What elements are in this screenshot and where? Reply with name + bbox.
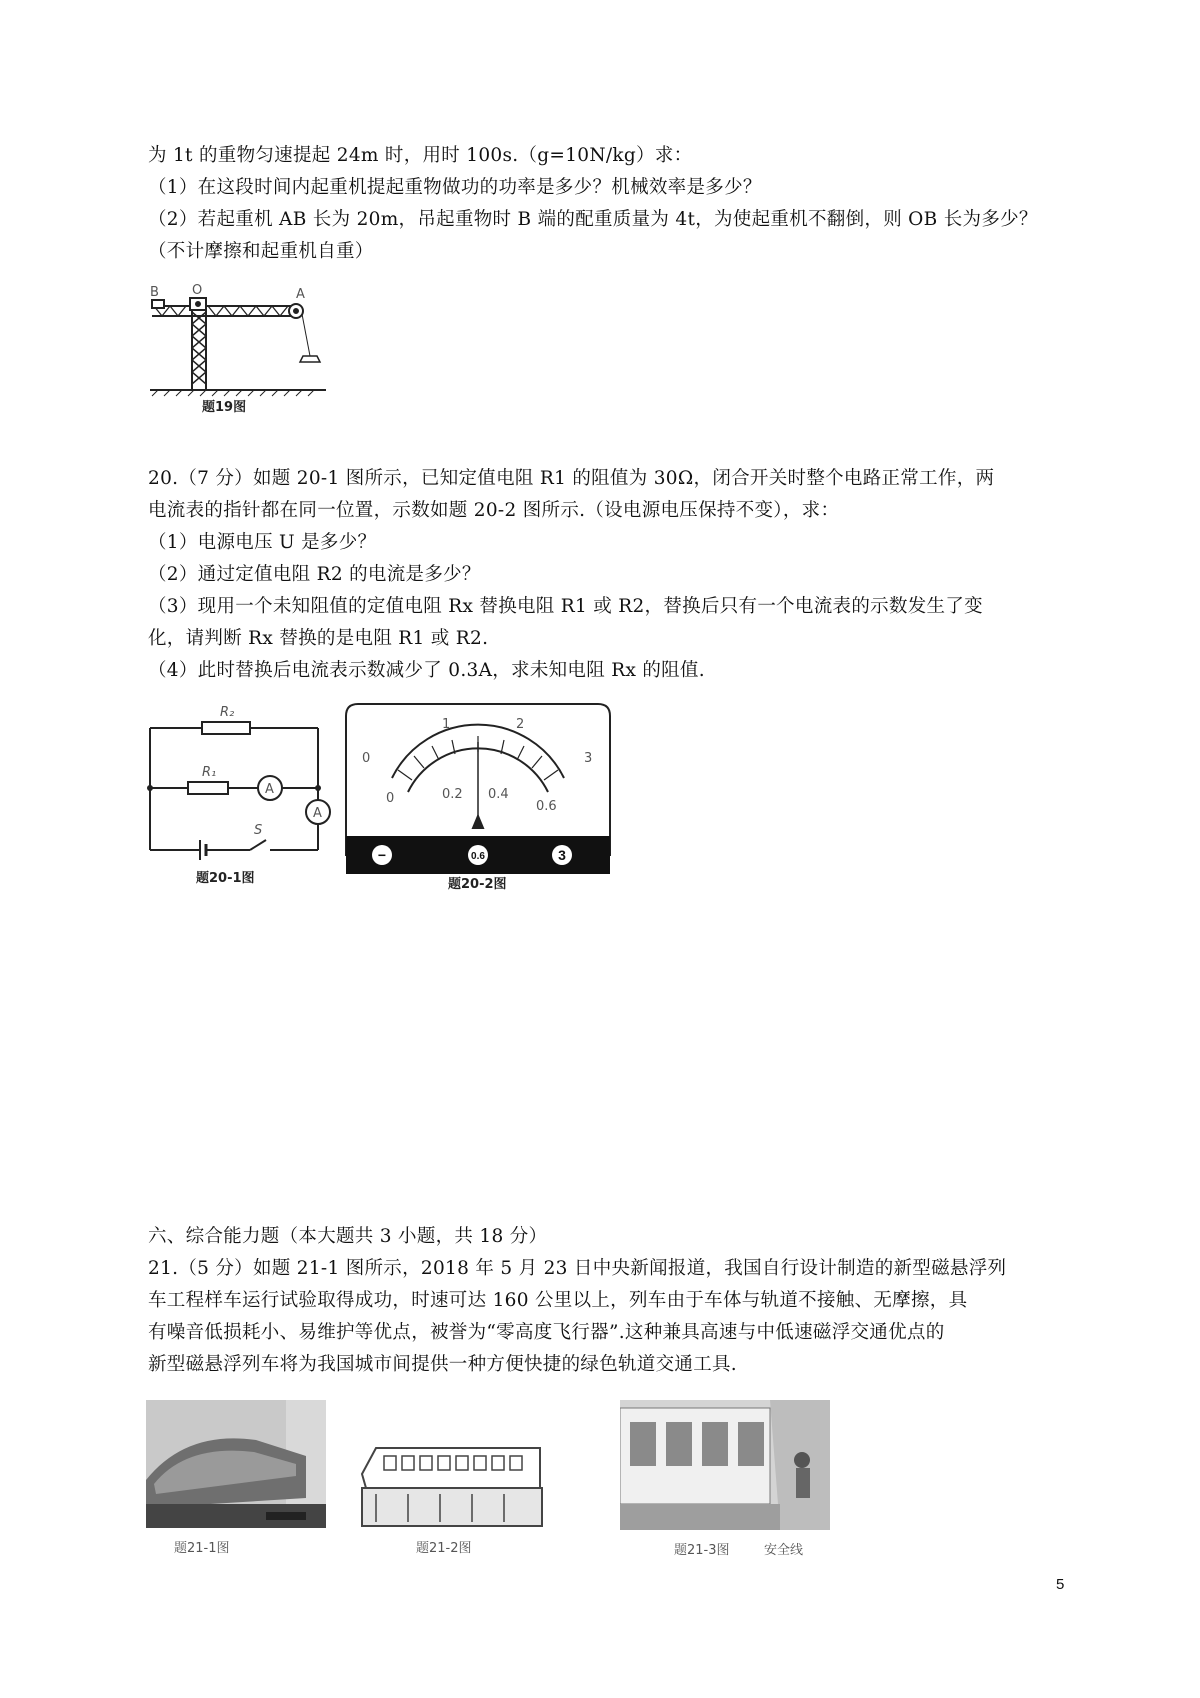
crane-label-a: A — [296, 287, 305, 302]
meter-top-scale-3: 3 — [584, 751, 593, 766]
q21-line-4: 新型磁悬浮列车将为我国城市间提供一种方便快捷的绿色轨道交通工具. — [148, 1354, 737, 1375]
crane-label-b: B — [150, 285, 159, 300]
meter-terminal-neg: − — [377, 847, 387, 863]
q19-intro: 为 1t 的重物匀速提起 24m 时，用时 100s.（g=10N/kg）求： — [148, 145, 693, 166]
meter-bottom-scale-2: 0.4 — [488, 787, 509, 802]
meter-top-scale-2: 2 — [516, 717, 525, 732]
crane-label-o: O — [192, 283, 203, 298]
q19-part-1: （1）在这段时间内起重机提起重物做功的功率是多少？机械效率是多少？ — [148, 177, 762, 198]
maglev-drawing — [356, 1418, 546, 1560]
q20-line-1: 20.（7 分）如题 20-1 图所示，已知定值电阻 R1 的阻值为 30Ω，闭合开关时整个电路正常工作，两 — [148, 468, 995, 489]
q21-line-1: 21.（5 分）如题 21-1 图所示，2018 年 5 月 23 日中央新闻报道，我国自行设计制造的新型磁悬浮列 — [148, 1258, 1007, 1279]
circuit-label-r2: R₂ — [220, 705, 235, 720]
meter-bottom-scale-3: 0.6 — [536, 799, 557, 814]
circuit-label-r1: R₁ — [202, 765, 217, 780]
maglev-photo-1 — [146, 1400, 326, 1560]
ammeter-figure — [342, 700, 614, 890]
q20-line-2: 电流表的指针都在同一位置，示数如题 20-2 图所示.（设电源电压保持不变），求： — [148, 500, 840, 521]
meter-bottom-scale-0: 0 — [386, 791, 395, 806]
meter-caption: 题20-2图 — [448, 877, 507, 890]
q21-line-3: 有噪音低损耗小、易维护等优点，被誉为“零高度飞行器”.这种兼具高速与中低速磁浮交通优点的 — [148, 1322, 945, 1343]
photo-3-caption: 题21-3图 — [674, 1543, 730, 1558]
q20-line-5: （3）现用一个未知阻值的定值电阻 Rx 替换电阻 R1 或 R2，替换后只有一个电流表的示数发生了变 — [148, 596, 983, 617]
meter-terminal-3: 3 — [558, 847, 566, 863]
q20-line-7: （4）此时替换后电流表示数减少了 0.3A，求未知电阻 Rx 的阻值. — [148, 660, 705, 681]
q20-line-4: （2）通过定值电阻 R2 的电流是多少？ — [148, 564, 481, 585]
circuit-caption: 题20-1图 — [196, 871, 255, 886]
q20-line-6: 化，请判断 Rx 替换的是电阻 R1 或 R2. — [148, 628, 489, 649]
q19-part-2: （2）若起重机 AB 长为 20m，吊起重物时 B 端的配重质量为 4t，为使起重机不翻倒，则 OB 长为多少？ — [148, 209, 1038, 230]
drawing-caption: 题21-2图 — [416, 1541, 472, 1556]
meter-top-scale-0: 0 — [362, 751, 371, 766]
circuit-figure — [146, 700, 331, 890]
circuit-label-ammeter-2: A — [313, 806, 322, 821]
photo-3-sign: 安全线 — [764, 1543, 804, 1558]
crane-figure — [146, 278, 336, 416]
crane-caption: 题19图 — [202, 400, 247, 415]
meter-bottom-scale-1: 0.2 — [442, 787, 463, 802]
section6-heading: 六、综合能力题（本大题共 3 小题，共 18 分） — [148, 1226, 548, 1247]
q19-part-3: （不计摩擦和起重机自重） — [148, 241, 374, 262]
q21-line-2: 车工程样车运行试验取得成功，时速可达 160 公里以上，列车由于车体与轨道不接触、无摩擦，具 — [148, 1290, 968, 1311]
photo-1-caption: 题21-1图 — [174, 1541, 230, 1556]
circuit-label-ammeter-1: A — [265, 782, 274, 797]
circuit-label-switch: S — [254, 823, 263, 838]
maglev-photo-3 — [620, 1400, 830, 1560]
meter-top-scale-1: 1 — [442, 717, 451, 732]
meter-terminal-06: 0.6 — [471, 851, 485, 862]
page-number: 5 — [1056, 1576, 1065, 1593]
q20-line-3: （1）电源电压 U 是多少？ — [148, 532, 377, 553]
